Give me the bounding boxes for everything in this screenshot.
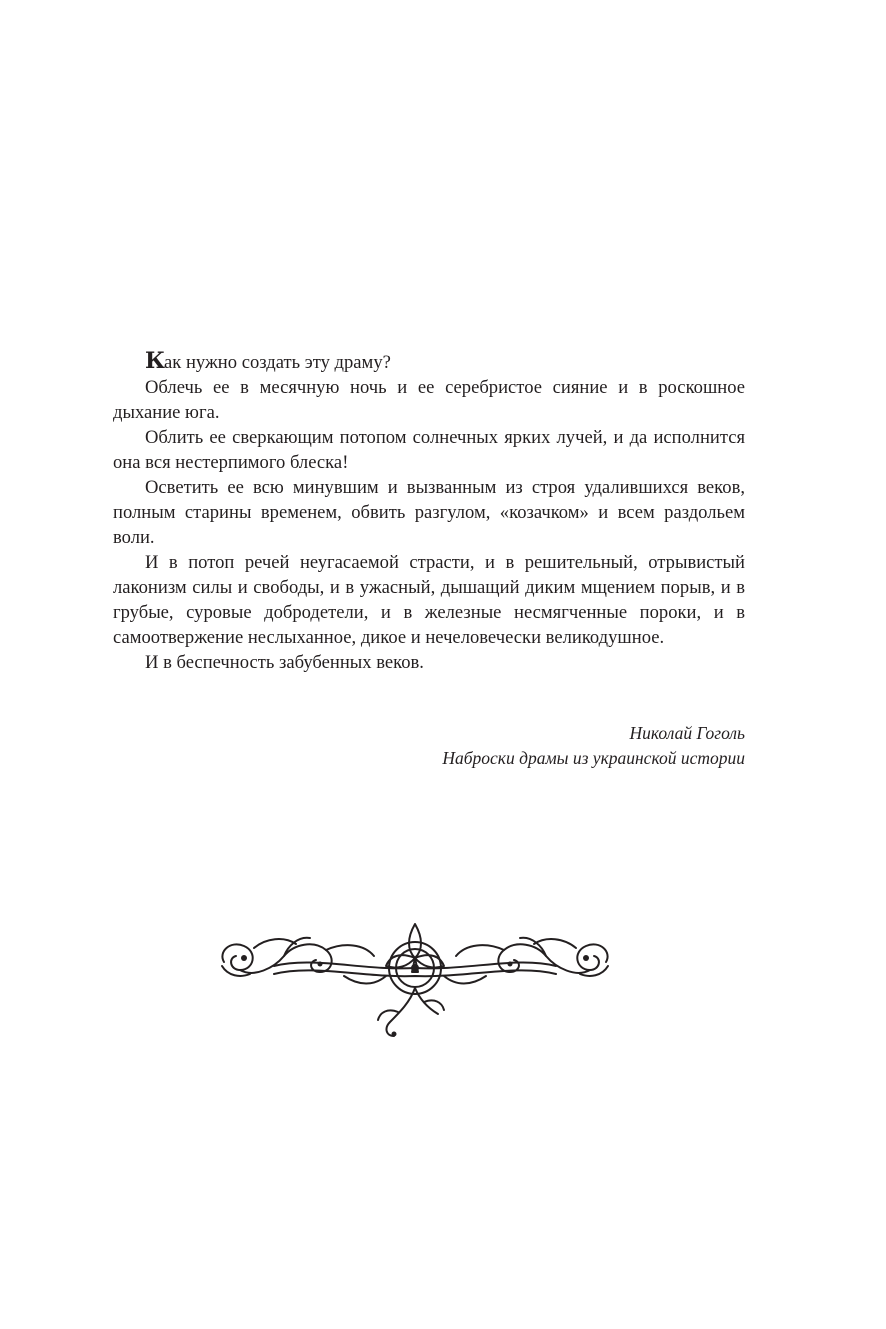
dropcap-letter: К [145, 348, 165, 374]
paragraph-5: И в потоп речей неугасаемой страсти, и в решительный, отрывистый лаконизм силы и свободы, и в ужасный, дышащий диким мщением порыв, и в грубые, суровые добродетели, и в железные несмягченные пороки, и в самоотвержение неслыханное, дикое и нечеловечески великодушное. [113, 552, 745, 648]
author-name: Николай Гоголь [629, 723, 745, 743]
attribution [442, 721, 745, 771]
floral-scroll-vignette-icon [214, 916, 616, 1042]
paragraph-4: Осветить ее всю минувшим и вызванным из строя удалившихся веков, полным старины временем, обвить разгулом, «козачком» и всем раздольем воли. [113, 477, 745, 548]
paragraph-3: Облить ее сверкающим потопом солнечных ярких лучей, и да исполнится она вся нестерпимого блеска! [113, 427, 745, 473]
epigraph-text [113, 350, 745, 675]
source-title: Наброски драмы из украинской истории [442, 748, 745, 768]
paragraph-2: Облечь ее в месячную ночь и ее серебристое сияние и в роскошное дыхание юга. [113, 377, 745, 423]
paragraph-1-text: ак нужно создать эту драму? [164, 352, 391, 373]
paragraph-6: И в беспечность забубенных веков. [145, 652, 424, 673]
paragraph-1 [113, 350, 745, 375]
